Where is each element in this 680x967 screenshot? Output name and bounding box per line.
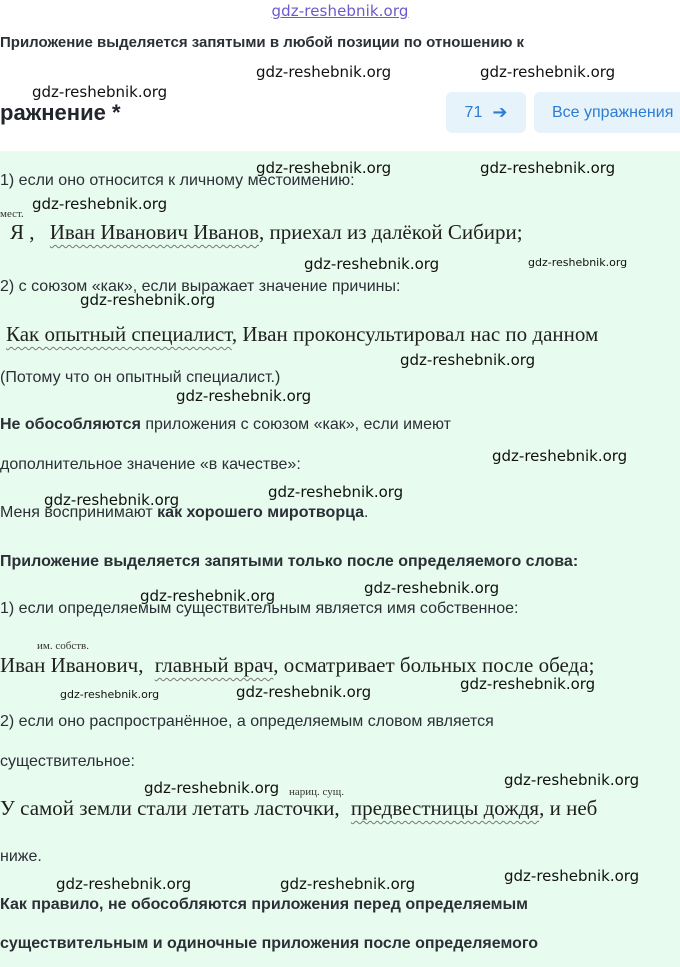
watermark: gdz-reshebnik.org (80, 291, 216, 309)
label-mest: мест. (0, 208, 24, 220)
watermark: gdz-reshebnik.org (140, 587, 276, 605)
all-exercises-label: Все упражнения (552, 103, 674, 121)
watermark: gdz-reshebnik.org (400, 351, 536, 369)
watermark: gdz-reshebnik.org (176, 387, 312, 405)
watermark: gdz-reshebnik.org (256, 159, 392, 177)
watermark: gdz-reshebnik.org (304, 255, 440, 273)
example4-c: , и неб (539, 796, 598, 820)
example4-appositive: предвестницы дождя (350, 796, 540, 820)
example3-rest: , осматривает больных после обеда; (273, 653, 595, 677)
intro-text: Приложение выделяется запятыми в любой позиции по отношению к (0, 34, 525, 51)
rule2-item2-line2: существительное: (0, 753, 135, 770)
example2 (6, 322, 598, 347)
example4 (0, 796, 597, 821)
not-isolated-line2: дополнительное значение «в качестве»: (0, 456, 301, 473)
example4-tail: ниже. (0, 848, 42, 865)
example2-rest: , Иван проконсультировал нас по данном (231, 322, 599, 346)
exercise-number-button[interactable] (446, 92, 526, 133)
exercise-title: ражнение * (0, 100, 121, 125)
not-isolated-example-b: как хорошего миротворца (157, 504, 365, 521)
exercise-number-label: 71 (464, 103, 483, 121)
watermark: gdz-reshebnik.org (32, 195, 168, 213)
rule1-item2: 2) с союзом «как», если выражает значение причины: (0, 278, 401, 295)
example3-appositive: главный врач (154, 653, 274, 677)
watermark: gdz-reshebnik.org (44, 491, 180, 509)
watermark: gdz-reshebnik.org (236, 683, 372, 701)
watermark: gdz-reshebnik.org (460, 675, 596, 693)
not-isolated-bold: Не обособляются (0, 416, 141, 433)
watermark: gdz-reshebnik.org (60, 688, 160, 701)
watermark: gdz-reshebnik.org (492, 447, 628, 465)
watermark: gdz-reshebnik.org (256, 63, 392, 81)
example1-comma: , (29, 220, 35, 244)
arrow-right-icon: ➔ (492, 102, 508, 122)
example3-name: Иван Иванович, (0, 653, 144, 677)
label-narits-sushch: нариц. сущ. (289, 786, 344, 798)
rule1-item1: 1) если оно относится к личному местоимению: (0, 172, 355, 189)
rule3-line1: Как правило, не обособляются приложения перед определяемым (0, 896, 529, 913)
watermark: gdz-reshebnik.org (364, 579, 500, 597)
rule2-title: Приложение выделяется запятыми только после определяемого слова: (0, 553, 579, 570)
watermark: gdz-reshebnik.org (480, 159, 616, 177)
example1 (10, 220, 523, 245)
watermark: gdz-reshebnik.org (32, 83, 168, 101)
rule3-line2: существительным и одиночные приложения после определяемого (0, 935, 539, 952)
example2-appositive: Как опытный специалист (6, 322, 232, 346)
site-header-link[interactable]: gdz-reshebnik.org (271, 2, 409, 20)
not-isolated-example-a: Меня воспринимают (0, 504, 158, 521)
example4-a: У самой земли стали летать ласточки, (0, 796, 340, 820)
watermark: gdz-reshebnik.org (268, 483, 404, 501)
watermark: gdz-reshebnik.org (144, 779, 280, 797)
watermark: gdz-reshebnik.org (528, 256, 628, 269)
all-exercises-button[interactable] (534, 92, 680, 133)
watermark: gdz-reshebnik.org (280, 875, 416, 893)
example1-pronoun: Я (10, 220, 25, 244)
example1-appositive: Иван Иванович Иванов (49, 220, 259, 244)
not-isolated-line1 (0, 416, 451, 434)
rule2-item2: 2) если оно распространённое, а определяемым словом является (0, 713, 494, 730)
example2-note: (Потому что он опытный специалист.) (0, 369, 281, 386)
label-im-sobstv: им. собств. (37, 640, 89, 652)
watermark: gdz-reshebnik.org (504, 771, 640, 789)
not-isolated-example-c: . (364, 504, 369, 521)
watermark: gdz-reshebnik.org (56, 875, 192, 893)
not-isolated-text: приложения с союзом «как», если имеют (140, 416, 451, 433)
example1-rest: , приехал из далёкой Сибири; (259, 220, 523, 244)
rule2-item1: 1) если определяемым существительным является имя собственное: (0, 600, 519, 617)
watermark: gdz-reshebnik.org (480, 63, 616, 81)
watermark: gdz-reshebnik.org (504, 867, 640, 885)
